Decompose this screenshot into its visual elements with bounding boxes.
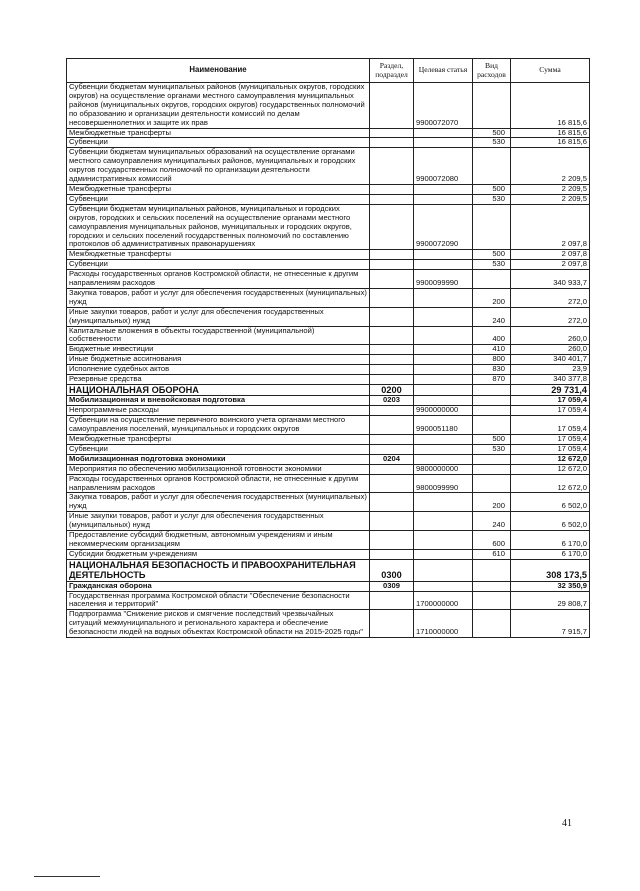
cell-expense: 530 (473, 444, 511, 454)
cell-article (414, 375, 473, 385)
cell-sum: 32 350,9 (511, 581, 590, 591)
cell-expense: 200 (473, 288, 511, 307)
cell-expense (473, 559, 511, 581)
table-row (67, 416, 590, 435)
cell-section (370, 270, 414, 289)
cell-expense (473, 204, 511, 250)
cell-article: 9900072070 (414, 83, 473, 129)
cell-sum: 272,0 (511, 288, 590, 307)
cell-name: Расходы государственных органов Костромской области, не отнесенные к другим направлениям расходов (67, 270, 370, 289)
cell-section (370, 307, 414, 326)
cell-article: 9900072090 (414, 204, 473, 250)
cell-expense (473, 385, 511, 396)
cell-article: 9900000000 (414, 406, 473, 416)
cell-section (370, 512, 414, 531)
cell-name: Бюджетные инвестиции (67, 345, 370, 355)
cell-sum: 260,0 (511, 326, 590, 345)
cell-expense (473, 464, 511, 474)
table-row (67, 493, 590, 512)
cell-sum: 340 401,7 (511, 355, 590, 365)
cell-expense (473, 270, 511, 289)
cell-expense: 830 (473, 365, 511, 375)
table-row (67, 581, 590, 591)
cell-name: Субвенции на осуществление первичного воинского учета органами местного самоуправления поселений, муниципальных и городских округов (67, 416, 370, 435)
cell-name: Капитальные вложения в объекты государственной (муниципальной) собственности (67, 326, 370, 345)
cell-sum: 17 059,4 (511, 444, 590, 454)
cell-section: 0309 (370, 581, 414, 591)
cell-article: 1700000000 (414, 591, 473, 610)
cell-expense (473, 396, 511, 406)
cell-article (414, 345, 473, 355)
cell-expense (473, 83, 511, 129)
cell-sum: 340 933,7 (511, 270, 590, 289)
table-row (67, 610, 590, 638)
cell-section (370, 83, 414, 129)
cell-section (370, 260, 414, 270)
table-row (67, 204, 590, 250)
table-row (67, 184, 590, 194)
cell-expense (473, 454, 511, 464)
footnote-divider (34, 876, 100, 877)
cell-sum: 16 815,6 (511, 128, 590, 138)
cell-article (414, 435, 473, 445)
cell-section (370, 326, 414, 345)
cell-name: Субвенции (67, 194, 370, 204)
cell-expense (473, 474, 511, 493)
cell-section (370, 406, 414, 416)
cell-expense (473, 591, 511, 610)
table-row (67, 385, 590, 396)
cell-expense: 870 (473, 375, 511, 385)
cell-article: 9900051180 (414, 416, 473, 435)
budget-table (66, 58, 590, 638)
cell-article (414, 128, 473, 138)
header-section: Раздел, подраздел (370, 59, 414, 83)
cell-sum: 17 059,4 (511, 416, 590, 435)
cell-name: Субвенции (67, 138, 370, 148)
cell-article (414, 288, 473, 307)
cell-name: Мобилизационная подготовка экономики (67, 454, 370, 464)
cell-sum: 6 170,0 (511, 531, 590, 550)
cell-section (370, 444, 414, 454)
cell-article (414, 138, 473, 148)
header-name: Наименование (67, 59, 370, 83)
header-expense: Вид расходов (473, 59, 511, 83)
cell-section (370, 148, 414, 185)
table-row (67, 435, 590, 445)
cell-section (370, 591, 414, 610)
cell-name: Расходы государственных органов Костромской области, не отнесенные к другим направлениям расходов (67, 474, 370, 493)
cell-article (414, 396, 473, 406)
cell-sum: 340 377,8 (511, 375, 590, 385)
cell-sum: 29 808,7 (511, 591, 590, 610)
cell-sum: 17 059,4 (511, 396, 590, 406)
cell-name: Гражданская оборона (67, 581, 370, 591)
cell-name: Резервные средства (67, 375, 370, 385)
table-row (67, 288, 590, 307)
cell-expense: 600 (473, 531, 511, 550)
cell-expense: 240 (473, 307, 511, 326)
table-row (67, 512, 590, 531)
cell-article (414, 444, 473, 454)
table-row (67, 406, 590, 416)
cell-name: Мероприятия по обеспечению мобилизационной готовности экономики (67, 464, 370, 474)
cell-article (414, 549, 473, 559)
cell-expense: 400 (473, 326, 511, 345)
cell-article (414, 250, 473, 260)
cell-sum: 6 170,0 (511, 549, 590, 559)
cell-expense: 610 (473, 549, 511, 559)
cell-sum: 6 502,0 (511, 512, 590, 531)
cell-name: Межбюджетные трансферты (67, 128, 370, 138)
cell-section (370, 435, 414, 445)
cell-expense: 530 (473, 138, 511, 148)
cell-section (370, 416, 414, 435)
cell-sum: 12 672,0 (511, 474, 590, 493)
cell-section (370, 128, 414, 138)
cell-sum: 272,0 (511, 307, 590, 326)
cell-sum: 260,0 (511, 345, 590, 355)
cell-expense: 500 (473, 435, 511, 445)
cell-section (370, 250, 414, 260)
cell-sum: 2 097,8 (511, 250, 590, 260)
cell-sum: 12 672,0 (511, 464, 590, 474)
cell-expense: 500 (473, 128, 511, 138)
cell-sum: 23,9 (511, 365, 590, 375)
table-row (67, 355, 590, 365)
cell-article (414, 184, 473, 194)
cell-expense: 530 (473, 260, 511, 270)
cell-section (370, 493, 414, 512)
table-row (67, 474, 590, 493)
cell-article (414, 454, 473, 464)
cell-sum: 17 059,4 (511, 406, 590, 416)
cell-name: Субсидии бюджетным учреждениям (67, 549, 370, 559)
cell-article: 9800099990 (414, 474, 473, 493)
cell-article (414, 581, 473, 591)
table-row (67, 250, 590, 260)
cell-expense: 200 (473, 493, 511, 512)
cell-name: Мобилизационная и вневойсковая подготовка (67, 396, 370, 406)
table-row (67, 365, 590, 375)
cell-article: 9800000000 (414, 464, 473, 474)
header-article: Целевая статья (414, 59, 473, 83)
cell-article (414, 512, 473, 531)
cell-expense (473, 581, 511, 591)
cell-section (370, 184, 414, 194)
cell-section (370, 345, 414, 355)
cell-name: Закупка товаров, работ и услуг для обеспечения государственных (муниципальных) нужд (67, 493, 370, 512)
table-row (67, 326, 590, 345)
cell-name: Непрограммные расходы (67, 406, 370, 416)
table-row (67, 591, 590, 610)
cell-section: 0200 (370, 385, 414, 396)
cell-name: Предоставление субсидий бюджетным, автономным учреждениям и иным некоммерческим организациям (67, 531, 370, 550)
cell-article (414, 365, 473, 375)
cell-section (370, 355, 414, 365)
cell-article (414, 559, 473, 581)
cell-article: 9900099990 (414, 270, 473, 289)
cell-sum: 16 815,6 (511, 83, 590, 129)
table-header-row (67, 59, 590, 83)
cell-expense: 410 (473, 345, 511, 355)
cell-sum: 308 173,5 (511, 559, 590, 581)
table-row (67, 138, 590, 148)
cell-name: Иные бюджетные ассигнования (67, 355, 370, 365)
cell-section (370, 474, 414, 493)
cell-name: Государственная программа Костромской области "Обеспечение безопасности населения и территорий" (67, 591, 370, 610)
cell-name: Межбюджетные трансферты (67, 184, 370, 194)
cell-article (414, 493, 473, 512)
cell-sum: 6 502,0 (511, 493, 590, 512)
cell-article (414, 307, 473, 326)
cell-section (370, 365, 414, 375)
cell-section: 0300 (370, 559, 414, 581)
table-body (67, 83, 590, 638)
cell-section (370, 464, 414, 474)
cell-article: 1710000000 (414, 610, 473, 638)
cell-expense (473, 416, 511, 435)
cell-article (414, 355, 473, 365)
cell-sum: 12 672,0 (511, 454, 590, 464)
cell-sum: 2 209,5 (511, 184, 590, 194)
cell-section (370, 610, 414, 638)
cell-name: Иные закупки товаров, работ и услуг для обеспечения государственных (муниципальных) нужд (67, 307, 370, 326)
cell-sum: 2 209,5 (511, 194, 590, 204)
table-row (67, 148, 590, 185)
cell-name: НАЦИОНАЛЬНАЯ БЕЗОПАСНОСТЬ И ПРАВООХРАНИТЕЛЬНАЯ ДЕЯТЕЛЬНОСТЬ (67, 559, 370, 581)
cell-name: НАЦИОНАЛЬНАЯ ОБОРОНА (67, 385, 370, 396)
cell-article (414, 531, 473, 550)
page-number: 41 (562, 818, 572, 829)
table-row (67, 307, 590, 326)
table-row (67, 345, 590, 355)
cell-article (414, 194, 473, 204)
cell-expense (473, 406, 511, 416)
cell-expense (473, 610, 511, 638)
table-row (67, 464, 590, 474)
cell-sum: 7 915,7 (511, 610, 590, 638)
table-row (67, 83, 590, 129)
cell-name: Закупка товаров, работ и услуг для обеспечения государственных (муниципальных) нужд (67, 288, 370, 307)
table-row (67, 194, 590, 204)
table-row (67, 270, 590, 289)
cell-name: Исполнение судебных актов (67, 365, 370, 375)
cell-sum: 2 097,8 (511, 204, 590, 250)
table-row (67, 260, 590, 270)
cell-sum: 2 209,5 (511, 148, 590, 185)
cell-expense: 530 (473, 194, 511, 204)
cell-section (370, 375, 414, 385)
cell-section (370, 549, 414, 559)
table-row (67, 396, 590, 406)
cell-expense: 500 (473, 184, 511, 194)
cell-expense (473, 148, 511, 185)
cell-section (370, 138, 414, 148)
cell-sum: 16 815,6 (511, 138, 590, 148)
cell-name: Межбюджетные трансферты (67, 435, 370, 445)
cell-section (370, 194, 414, 204)
table-row (67, 444, 590, 454)
cell-name: Субвенции бюджетам муниципальных районов, муниципальных и городских округов, городских и сельских поселений на осуществление органами местного самоуправления муниципальных районов, муниципальных и городских округов, городских и сельских поселений государственных полномочий по составлению протоколов об административных правонарушениях (67, 204, 370, 250)
cell-expense: 800 (473, 355, 511, 365)
cell-name: Подпрограмма "Снижение рисков и смягчение последствий чрезвычайных ситуаций межмуниципального и регионального характера и обеспечение безопасности людей на водных объектах Костромской области на 2015-2025 годы" (67, 610, 370, 638)
cell-section: 0204 (370, 454, 414, 464)
cell-section (370, 531, 414, 550)
cell-name: Межбюджетные трансферты (67, 250, 370, 260)
cell-article (414, 385, 473, 396)
cell-article (414, 260, 473, 270)
cell-name: Субвенции (67, 260, 370, 270)
cell-name: Субвенции бюджетам муниципальных районов (муниципальных округов, городских округов) на осуществление органами местного самоуправления муниципальных районов (муниципальных округов, городских округов) государственных полномочий по образованию и организации деятельности комиссий по делам несовершеннолетних и защите их прав (67, 83, 370, 129)
cell-name: Субвенции (67, 444, 370, 454)
cell-section: 0203 (370, 396, 414, 406)
cell-section (370, 288, 414, 307)
cell-sum: 2 097,8 (511, 260, 590, 270)
table-row (67, 531, 590, 550)
cell-article: 9900072080 (414, 148, 473, 185)
table-row (67, 549, 590, 559)
cell-expense: 240 (473, 512, 511, 531)
cell-section (370, 204, 414, 250)
cell-sum: 29 731,4 (511, 385, 590, 396)
table-row (67, 454, 590, 464)
budget-table-container (66, 58, 589, 638)
table-row (67, 128, 590, 138)
cell-article (414, 326, 473, 345)
table-row (67, 559, 590, 581)
cell-sum: 17 059,4 (511, 435, 590, 445)
cell-expense: 500 (473, 250, 511, 260)
cell-name: Иные закупки товаров, работ и услуг для обеспечения государственных (муниципальных) нужд (67, 512, 370, 531)
cell-name: Субвенции бюджетам муниципальных образований на осуществление органами местного самоуправления муниципальных районов, муниципальных и городских округов государственных полномочий по организации деятельности административных комиссий (67, 148, 370, 185)
header-sum: Сумма (511, 59, 590, 83)
table-row (67, 375, 590, 385)
